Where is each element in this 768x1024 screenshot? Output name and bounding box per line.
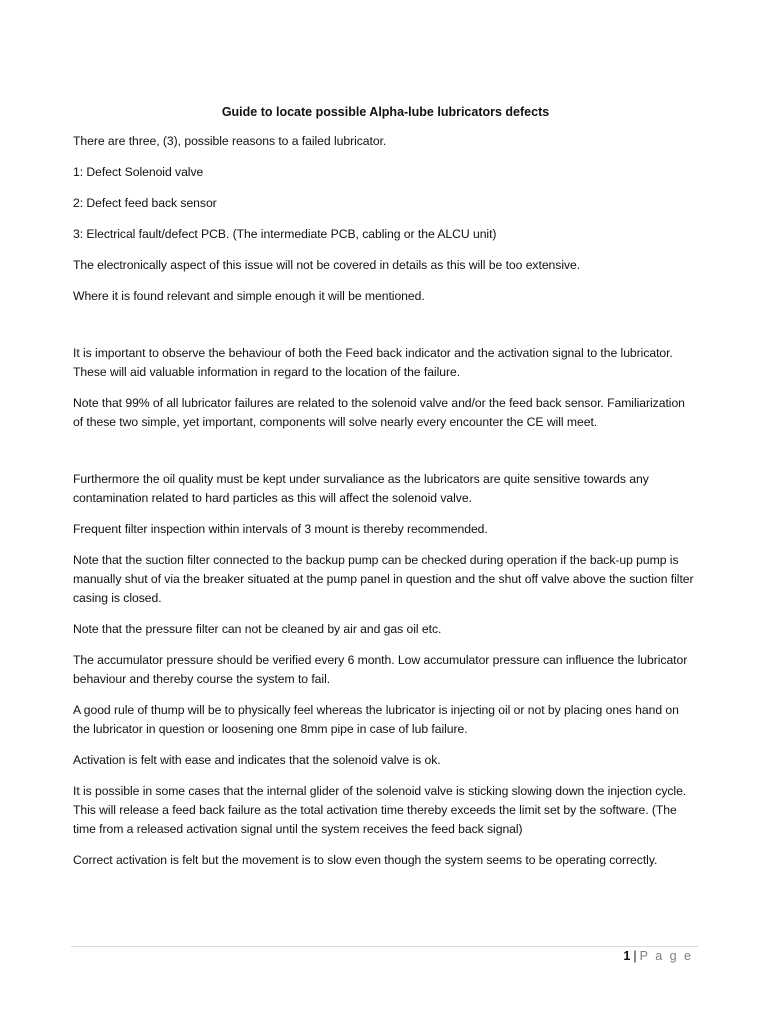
paragraph: Note that the suction filter connected to the backup pump can be checked during operation if the back-up pump is manually shut of via the breaker situated at the pump panel in question and the shut off valve above the suction filter casing is closed.	[73, 553, 694, 605]
document-body	[73, 104, 698, 882]
paragraph: 1: Defect Solenoid valve	[73, 165, 204, 179]
page-number: 1	[623, 949, 631, 963]
footer-divider	[71, 946, 698, 947]
paragraph: The accumulator pressure should be verified every 6 month. Low accumulator pressure can influence the lubricator behaviour and thereby course the system to fail.	[73, 653, 688, 686]
paragraph: Furthermore the oil quality must be kept under survaliance as the lubricators are quite sensitive towards any contamination related to hard particles as this will affect the solenoid valve.	[73, 472, 649, 505]
paragraph: It is important to observe the behaviour of both the Feed back indicator and the activation signal to the lubricator. These will aid valuable information in regard to the location of the failure.	[73, 346, 673, 379]
paragraph: A good rule of thump will be to physically feel whereas the lubricator is injecting oil or not by placing ones hand on the lubricator in question or loosening one 8mm pipe in case of lub failure.	[73, 703, 679, 736]
paragraph: 2: Defect feed back sensor	[73, 196, 217, 210]
paragraph: 3: Electrical fault/defect PCB. (The intermediate PCB, cabling or the ALCU unit)	[73, 227, 497, 241]
paragraph: Correct activation is felt but the movement is to slow even though the system seems to be operating correctly.	[73, 853, 658, 867]
paragraph-spacer	[73, 444, 698, 470]
document-title: Guide to locate possible Alpha-lube lubricators defects	[221, 105, 550, 119]
paragraph: Activation is felt with ease and indicates that the solenoid valve is ok.	[73, 753, 441, 767]
footer-separator: |	[633, 949, 637, 963]
paragraph: It is possible in some cases that the internal glider of the solenoid valve is sticking slowing down the injection cycle. This will release a feed back failure as the total activation time thereby exceeds the limit set by the software. (The time from a released activation signal until the system receives the feed back signal)	[73, 784, 687, 836]
paragraph-spacer	[73, 318, 698, 344]
paragraph: Note that 99% of all lubricator failures are related to the solenoid valve and/or the feed back sensor. Familiarization of these two simple, yet important, components will solve nearly every encounter the CE will meet.	[73, 396, 685, 429]
page-label: P a g e	[639, 949, 693, 963]
paragraph: The electronically aspect of this issue will not be covered in details as this will be too extensive.	[73, 258, 581, 272]
page-footer	[623, 947, 693, 965]
paragraph: There are three, (3), possible reasons to a failed lubricator.	[73, 134, 387, 148]
paragraph: Frequent filter inspection within intervals of 3 mount is thereby recommended.	[73, 522, 488, 536]
paragraph: Note that the pressure filter can not be cleaned by air and gas oil etc.	[73, 622, 442, 636]
paragraph: Where it is found relevant and simple enough it will be mentioned.	[73, 289, 425, 303]
